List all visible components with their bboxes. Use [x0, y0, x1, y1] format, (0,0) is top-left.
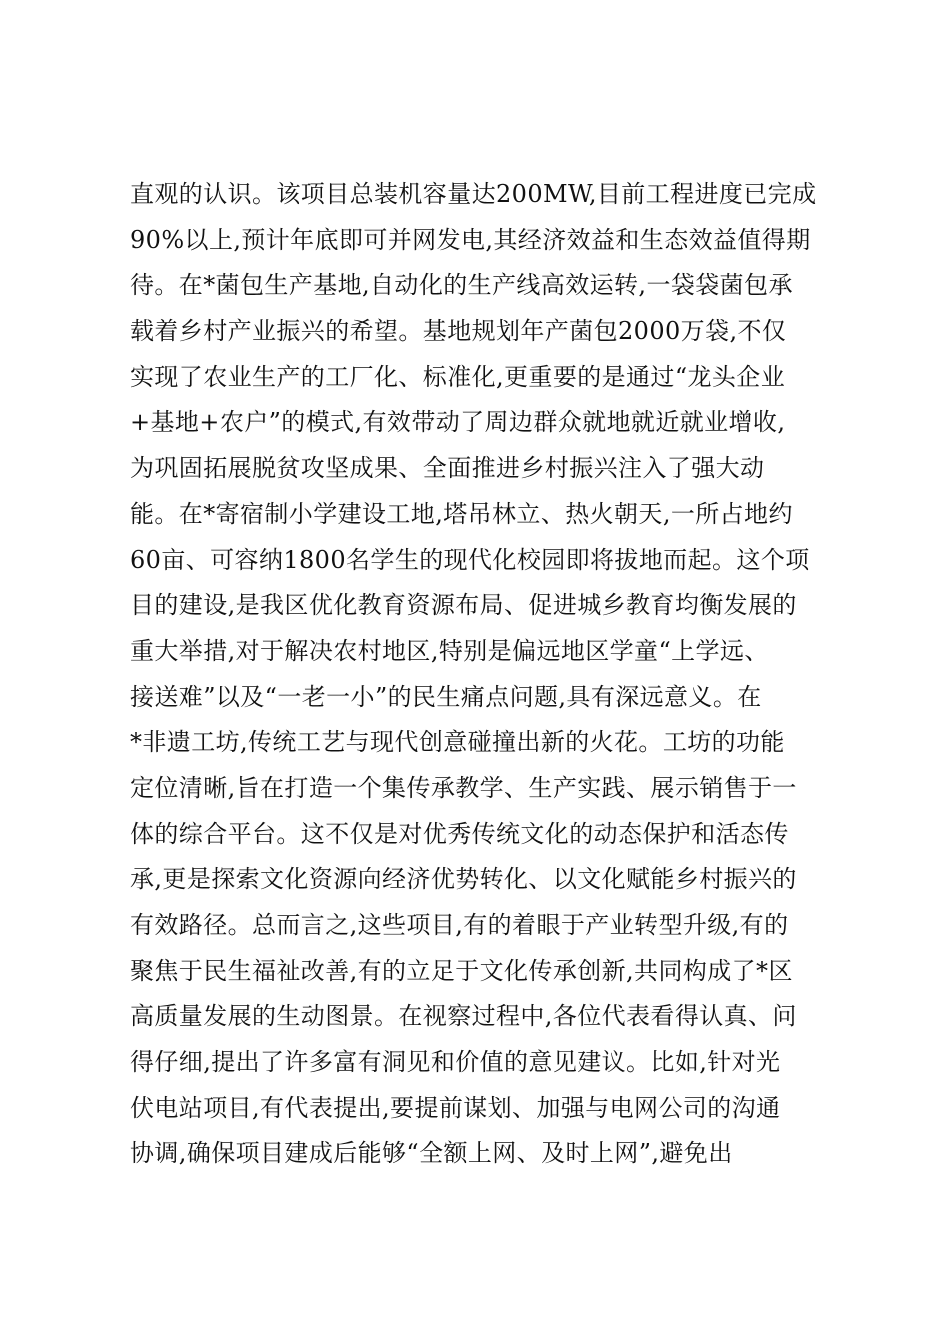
text-line: 载着乡村产业振兴的希望。基地规划年产菌包2000万袋,不仅	[130, 317, 787, 346]
text-line: 目的建设,是我区优化教育资源布局、促进城乡教育均衡发展的	[130, 591, 797, 620]
text-line: 有效路径。总而言之,这些项目,有的着眼于产业转型升级,有的	[130, 911, 789, 939]
text-line: 定位清晰,旨在打造一个集传承教学、生产实践、展示销售于一	[130, 773, 797, 802]
text-line: 直观的认识。该项目总装机容量达200MW,目前工程进度已完成	[130, 180, 817, 208]
text-line: 60亩、可容纳1800名学生的现代化校园即将拔地而起。这个项	[130, 545, 810, 574]
text-line: 为巩固拓展脱贫攻坚成果、全面推进乡村振兴注入了强大动	[130, 454, 765, 483]
text-line: 重大举措,对于解决农村地区,特别是偏远地区学童“上学远、	[130, 636, 769, 665]
text-line: 高质量发展的生动图景。在视察过程中,各位代表看得认真、问	[130, 1002, 797, 1031]
text-line: 聚焦于民生福祉改善,有的立足于文化传承创新,共同构成了*区	[130, 956, 793, 985]
text-line: 承,更是探索文化资源向经济优势转化、以文化赋能乡村振兴的	[130, 865, 797, 894]
text-line: 待。在*菌包生产基地,自动化的生产线高效运转,一袋袋菌包承	[130, 271, 793, 300]
text-line: 体的综合平台。这不仅是对优秀传统文化的动态保护和活态传	[130, 819, 789, 848]
text-line: 接送难”以及“一老一小”的民生痛点问题,具有深远意义。在	[130, 682, 762, 711]
text-line: +基地+农户”的模式,有效带动了周边群众就地就近就业增收,	[130, 408, 786, 437]
text-line: 伏电站项目,有代表提出,要提前谋划、加强与电网公司的沟通	[130, 1093, 781, 1122]
body-text	[130, 172, 830, 1177]
text-line: *非遗工坊,传统工艺与现代创意碰撞出新的火花。工坊的功能	[130, 728, 785, 757]
text-line: 协调,确保项目建成后能够“全额上网、及时上网”,避免出	[130, 1139, 733, 1168]
text-line: 得仔细,提出了许多富有洞见和价值的意见建议。比如,针对光	[130, 1048, 781, 1077]
text-line: 能。在*寄宿制小学建设工地,塔吊林立、热火朝天,一所占地约	[130, 499, 793, 528]
text-line: 实现了农业生产的工厂化、标准化,更重要的是通过“龙头企业	[130, 362, 786, 391]
text-line: 90%以上,预计年底即可并网发电,其经济效益和生态效益值得期	[130, 225, 811, 254]
